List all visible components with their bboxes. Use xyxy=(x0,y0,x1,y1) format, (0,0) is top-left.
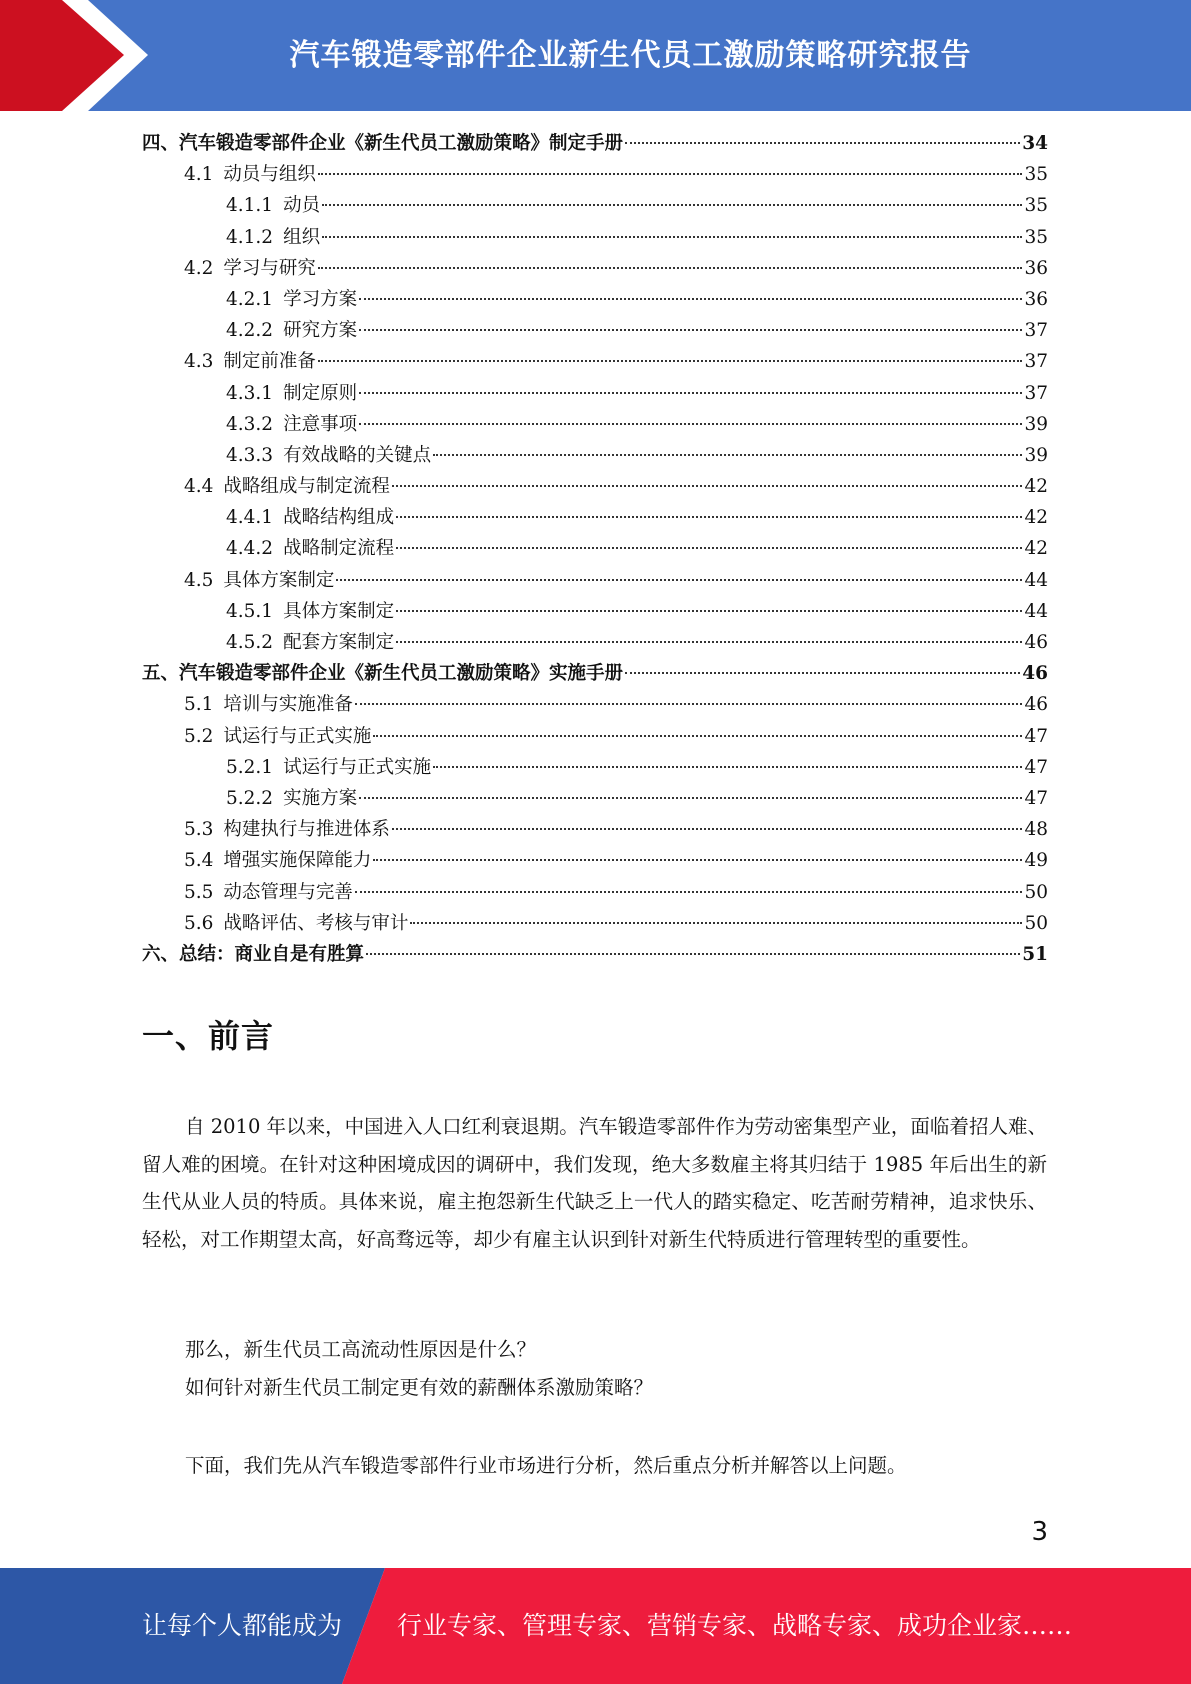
toc-entry-label: 试运行与正式实施 xyxy=(223,725,372,747)
toc-entry-number: 4.5.1 xyxy=(226,600,274,622)
toc-entry-page: 46 xyxy=(1022,663,1048,685)
toc-entry-number: 4.4 xyxy=(184,476,214,498)
toc-entry[interactable] xyxy=(142,502,1048,533)
toc-leader-dots xyxy=(336,579,1022,581)
toc-entry-page: 46 xyxy=(1024,632,1048,653)
toc-entry[interactable] xyxy=(142,752,1048,783)
toc-entry-page: 46 xyxy=(1024,694,1048,716)
toc-leader-dots xyxy=(318,360,1023,362)
toc-entry-page: 39 xyxy=(1024,444,1048,466)
page-header xyxy=(0,0,1191,111)
toc-entry-page: 42 xyxy=(1024,476,1048,498)
toc-leader-dots xyxy=(355,891,1023,893)
toc-entry[interactable] xyxy=(142,440,1048,471)
toc-entry-number: 4.2 xyxy=(184,257,214,279)
toc-entry-number: 4.4.2 xyxy=(226,538,274,560)
footer-slogan-right: 行业专家、管理专家、营销专家、战略专家、成功企业家…… xyxy=(397,1611,1073,1640)
toc-entry-label: 动态管理与完善 xyxy=(223,881,353,903)
toc-entry-page: 47 xyxy=(1024,756,1048,778)
toc-entry-label: 制定原则 xyxy=(283,382,358,404)
toc-entry[interactable] xyxy=(142,315,1048,346)
toc-entry-page: 44 xyxy=(1024,569,1048,591)
toc-entry-label: 六、总结：商业自是有胜算 xyxy=(142,943,365,965)
toc-entry-number: 4.3.3 xyxy=(226,444,274,466)
toc-leader-dots xyxy=(433,454,1022,456)
toc-entry-label: 学习方案 xyxy=(283,288,358,310)
toc-entry-number: 4.1.1 xyxy=(226,195,274,217)
toc-leader-dots xyxy=(410,922,1022,924)
toc-entry-number: 5.6 xyxy=(184,912,214,934)
toc-entry-number: 4.4.1 xyxy=(226,507,274,529)
toc-entry[interactable] xyxy=(142,378,1048,409)
toc-entry-number: 4.3 xyxy=(184,351,214,373)
toc-leader-dots xyxy=(396,641,1022,643)
toc-entry-page: 37 xyxy=(1024,351,1048,373)
toc-entry-number: 5.2 xyxy=(184,725,214,747)
toc-entry-number: 5.5 xyxy=(184,881,214,903)
toc-entry[interactable] xyxy=(142,533,1048,564)
toc-entry-page: 42 xyxy=(1024,538,1048,560)
toc-leader-dots xyxy=(396,516,1022,518)
toc-entry-label: 五、汽车锻造零部件企业《新生代员工激励策略》实施手册 xyxy=(142,663,624,685)
toc-leader-dots xyxy=(359,298,1022,300)
toc-entry-page: 37 xyxy=(1024,320,1048,342)
toc-leader-dots xyxy=(392,828,1023,830)
question-two: 如何针对新生代员工制定更有效的薪酬体系激励策略？ xyxy=(185,1376,654,1399)
toc-entry-page: 47 xyxy=(1024,787,1048,809)
section-heading: 一、前言 xyxy=(142,1017,275,1055)
toc-entry[interactable] xyxy=(142,471,1048,502)
toc-entry[interactable] xyxy=(142,128,1048,159)
toc-leader-dots xyxy=(373,735,1022,737)
toc-entry-page: 42 xyxy=(1024,507,1048,529)
closing-paragraph: 下面，我们先从汽车锻造零部件行业市场进行分析，然后重点分析并解答以上问题。 xyxy=(185,1454,907,1477)
toc-entry[interactable] xyxy=(142,159,1048,190)
toc-entry-label: 具体方案制定 xyxy=(283,600,395,622)
toc-entry-label: 学习与研究 xyxy=(223,257,316,279)
report-title: 汽车锻造零部件企业新生代员工激励策略研究报告 xyxy=(289,38,972,73)
toc-leader-dots xyxy=(625,142,1020,144)
toc-entry[interactable] xyxy=(142,845,1048,876)
toc-entry[interactable] xyxy=(142,409,1048,440)
toc-entry-page: 47 xyxy=(1024,725,1048,747)
toc-entry-page: 35 xyxy=(1024,226,1048,248)
toc-leader-dots xyxy=(318,267,1023,269)
toc-entry[interactable] xyxy=(142,222,1048,253)
toc-entry-label: 战略评估、考核与审计 xyxy=(223,912,409,934)
toc-entry-label: 配套方案制定 xyxy=(283,632,395,653)
toc-entry[interactable] xyxy=(142,284,1048,315)
toc-entry[interactable] xyxy=(142,721,1048,752)
toc-entry-number: 5.3 xyxy=(184,819,214,841)
toc-entry-page: 36 xyxy=(1024,288,1048,310)
toc-leader-dots xyxy=(625,672,1020,674)
toc-leader-dots xyxy=(318,173,1023,175)
toc-entry-number: 4.1.2 xyxy=(226,226,274,248)
toc-entry-page: 48 xyxy=(1024,819,1048,841)
toc-entry-label: 战略组成与制定流程 xyxy=(223,476,390,498)
toc-entry-page: 49 xyxy=(1024,850,1048,872)
toc-entry-label: 具体方案制定 xyxy=(223,569,335,591)
toc-leader-dots xyxy=(322,204,1022,206)
toc-entry-label: 组织 xyxy=(283,226,321,248)
toc-leader-dots xyxy=(433,766,1022,768)
toc-entry-label: 研究方案 xyxy=(283,320,358,342)
toc-entry-label: 试运行与正式实施 xyxy=(283,756,432,778)
footer-slogan-left: 让每个人都能成为 xyxy=(142,1611,343,1640)
toc-entry-number: 5.2.1 xyxy=(226,756,274,778)
intro-paragraph: 自 2010 年以来，中国进入人口红利衰退期。汽车锻造零部件作为劳动密集型产业，面临着招人难、留人难的困境。在针对这种困境成因的调研中，我们发现，绝大多数雇主将其归结于 1985 年后出生的新生代从业人员的特质。具体来说，雇主抱怨新生代缺乏上一代人的踏实稳定、吃苦耐劳精神，追求快乐、轻松，对工作期望太高，好高骛远等，却少有雇主认识到针对新生代特质进行管理转型的重要性。 xyxy=(142,1115,1047,1251)
toc-entry[interactable] xyxy=(142,689,1048,720)
toc-entry[interactable] xyxy=(142,814,1048,845)
toc-entry-number: 5.1 xyxy=(184,694,214,716)
toc-entry-label: 构建执行与推进体系 xyxy=(223,819,390,841)
page-number: 3 xyxy=(1031,1517,1048,1547)
toc-leader-dots xyxy=(355,703,1023,705)
toc-entry-number: 4.2.1 xyxy=(226,288,274,310)
toc-entry[interactable] xyxy=(142,877,1048,908)
toc-leader-dots xyxy=(396,610,1022,612)
toc-entry-page: 44 xyxy=(1024,600,1048,622)
toc-entry-number: 4.5 xyxy=(184,569,214,591)
toc-entry-number: 4.5.2 xyxy=(226,632,274,653)
toc-entry[interactable] xyxy=(142,346,1048,377)
toc-entry[interactable] xyxy=(142,908,1048,939)
toc-entry[interactable] xyxy=(142,783,1048,814)
toc-leader-dots xyxy=(392,485,1023,487)
toc-entry-label: 注意事项 xyxy=(283,413,358,435)
toc-entry-label: 增强实施保障能力 xyxy=(223,850,372,872)
toc-entry[interactable] xyxy=(142,627,1048,658)
toc-entry-page: 36 xyxy=(1024,257,1048,279)
toc-leader-dots xyxy=(359,423,1022,425)
toc-entry-page: 50 xyxy=(1024,912,1048,934)
toc-leader-dots xyxy=(322,236,1022,238)
toc-entry-label: 战略制定流程 xyxy=(283,538,395,560)
toc-entry-number: 5.4 xyxy=(184,850,214,872)
toc-entry-label: 实施方案 xyxy=(283,787,358,809)
table-of-contents xyxy=(142,128,1048,970)
toc-entry-label: 动员 xyxy=(283,195,321,217)
toc-entry[interactable] xyxy=(142,190,1048,221)
toc-entry-label: 四、汽车锻造零部件企业《新生代员工激励策略》制定手册 xyxy=(142,133,624,154)
toc-entry[interactable] xyxy=(142,596,1048,627)
toc-entry-page: 35 xyxy=(1024,164,1048,186)
toc-entry-number: 5.2.2 xyxy=(226,787,274,809)
toc-leader-dots xyxy=(359,329,1022,331)
toc-entry-page: 50 xyxy=(1024,881,1048,903)
toc-entry-page: 37 xyxy=(1024,382,1048,404)
toc-leader-dots xyxy=(373,859,1022,861)
page-footer xyxy=(0,1568,1191,1684)
toc-leader-dots xyxy=(366,953,1020,955)
toc-entry-label: 动员与组织 xyxy=(223,164,316,186)
toc-entry-label: 制定前准备 xyxy=(223,351,316,373)
toc-entry-label: 有效战略的关键点 xyxy=(283,444,432,466)
toc-entry-number: 4.3.1 xyxy=(226,382,274,404)
toc-entry[interactable] xyxy=(142,658,1048,689)
toc-leader-dots xyxy=(396,547,1022,549)
toc-entry[interactable] xyxy=(142,939,1048,970)
toc-entry-page: 39 xyxy=(1024,413,1048,435)
toc-entry-number: 4.1 xyxy=(184,164,214,186)
toc-entry-page: 51 xyxy=(1022,943,1048,965)
toc-entry-number: 4.3.2 xyxy=(226,413,274,435)
toc-entry-number: 4.2.2 xyxy=(226,320,274,342)
toc-leader-dots xyxy=(359,797,1022,799)
toc-entry[interactable] xyxy=(142,565,1048,596)
toc-entry-page: 34 xyxy=(1022,133,1048,154)
toc-entry-label: 战略结构组成 xyxy=(283,507,395,529)
question-one: 那么，新生代员工高流动性原因是什么？ xyxy=(185,1338,537,1361)
toc-entry-label: 培训与实施准备 xyxy=(223,694,353,716)
toc-entry-page: 35 xyxy=(1024,195,1048,217)
toc-entry[interactable] xyxy=(142,253,1048,284)
toc-leader-dots xyxy=(359,392,1022,394)
